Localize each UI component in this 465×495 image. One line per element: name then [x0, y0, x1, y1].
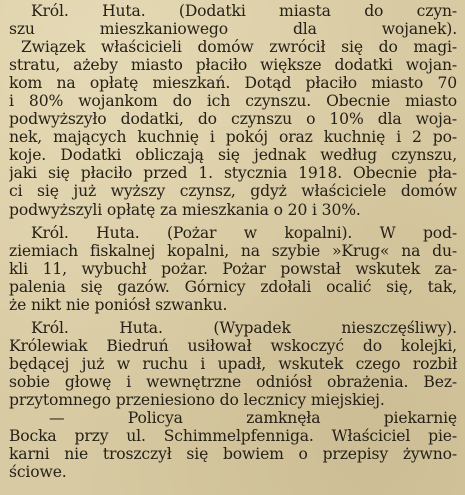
article-line: i 80% wojankom do ich czynszu. Obecnie miasto: [9, 92, 457, 111]
article-line: podwyższyło dodatki, do czynszu o 10% dla woja-: [9, 110, 457, 129]
article-line: sobie głowę i wewnętrzne odniósł obrażenia. Bez-: [9, 372, 457, 391]
article-line: kli 11, wybuchł pożar. Pożar powstał wskutek za-: [9, 259, 457, 278]
article-line: Królewiak Biedruń usiłował wskoczyć do kolejki,: [9, 336, 457, 355]
article-line: kom na opłatę mieszkań. Dotąd płaciło miasto 70: [9, 74, 457, 93]
article-line: stratu, ażeby miasto płaciło większe dodatki wojan-: [9, 56, 457, 75]
article-heading-dodatki: Król. Huta. (Dodatki miasta do czyn-: [31, 2, 457, 20]
article-line: nek, mających kuchnię i pokój oraz kuchnię i 2 po-: [9, 128, 457, 147]
article-line: ściowe.: [9, 463, 67, 482]
article-line: Bocka przy ul. Schimmelpfenniga. Właściciel pie-: [9, 427, 457, 446]
article-line: przytomnego przeniesiono do lecznicy miejskiej.: [9, 390, 385, 409]
article-line: że nikt nie poniósł szwanku.: [9, 295, 228, 314]
article-pozar: [9, 224, 457, 314]
article-line: szu mieszkaniowego dla wojanek).: [9, 20, 457, 39]
article-line: ci się już wyższy czynsz, gdyż właściciele domów: [9, 182, 457, 201]
article-line: koje. Dodatki obliczają się jednak według czynszu,: [9, 146, 457, 165]
article-line: jaki się płaciło przed 1. stycznia 1918. Obecnie pła-: [9, 164, 457, 183]
article-line: podwyższyli opłatę za mieszkania o 20 i 30%.: [9, 200, 361, 219]
article-wypadek: [9, 319, 457, 481]
article-heading-wypadek: Król. Huta. (Wypadek nieszczęśliwy).: [31, 318, 457, 337]
article-line: palenia się gazów. Górnicy zdołali ocalić się, tak,: [9, 277, 457, 296]
article-subheading-policya: — Policya zamknęła piekarnię: [49, 409, 457, 428]
article-line: karni nie troszczył się bowiem o przepisy żywno-: [9, 445, 457, 464]
article-dodatki: [9, 2, 457, 219]
article-heading-pozar: Król. Huta. (Pożar w kopalni). W pod-: [31, 223, 457, 242]
article-line: będącej już w ruchu i upadł, wskutek czego rozbił: [9, 354, 457, 373]
article-line: ziemiach fiskalnej kopalni, na szybie »Krug« na du-: [9, 241, 457, 260]
article-line: Związek właścicieli domów zwrócił się do magi-: [21, 38, 457, 57]
